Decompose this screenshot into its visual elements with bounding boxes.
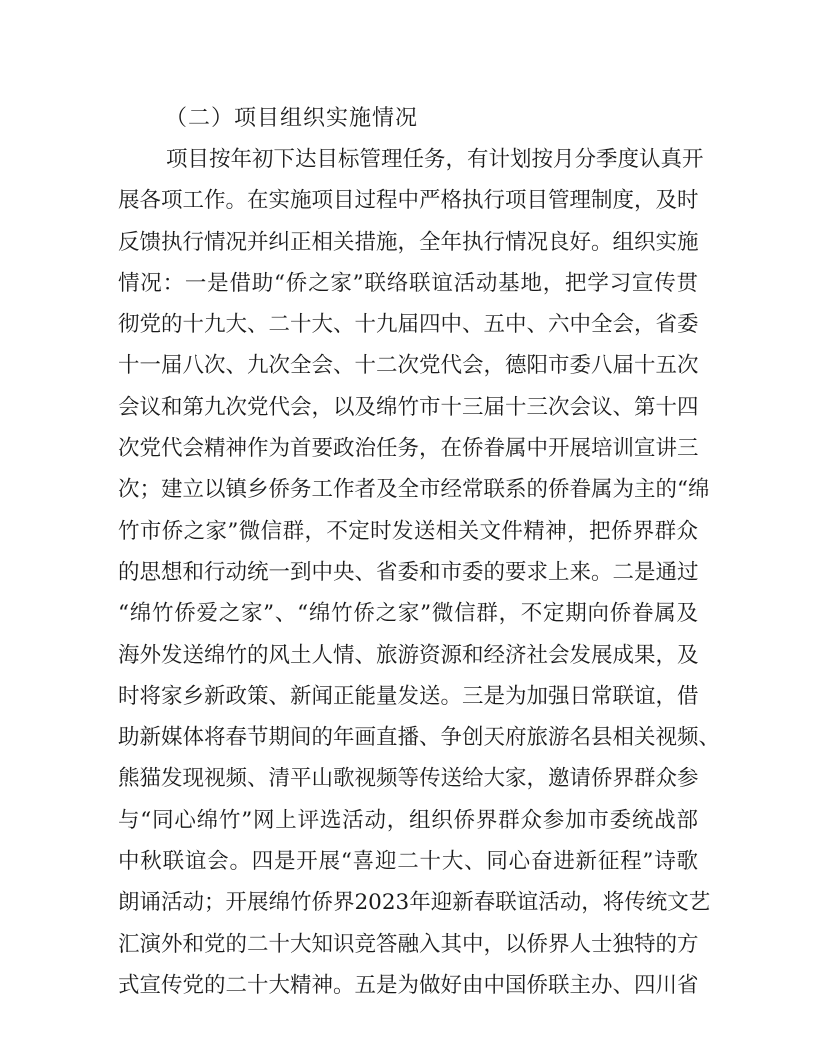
- paragraph-line: 情况：一是借助“侨之家”联络联谊活动基地，把学习宣传贯: [118, 270, 698, 296]
- paragraph-line: 朗诵活动；开展绵竹侨界2023年迎新春联谊活动，将传统文艺: [118, 890, 711, 916]
- paragraph-line: 的思想和行动统一到中央、省委和市委的要求上来。二是通过: [118, 559, 699, 585]
- paragraph-line: 式宣传党的二十大精神。五是为做好由中国侨联主办、四川省: [118, 972, 699, 998]
- paragraph-line: 竹市侨之家”微信群，不定时发送相关文件精神，把侨界群众: [118, 518, 698, 544]
- paragraph-line: 时将家乡新政策、新闻正能量发送。三是为加强日常联谊，借: [118, 683, 699, 709]
- paragraph-line: 会议和第九次党代会，以及绵竹市十三届十三次会议、第十四: [118, 394, 699, 420]
- paragraph-line: 次；建立以镇乡侨务工作者及全市经常联系的侨眷属为主的“绵: [118, 477, 710, 503]
- paragraph-line: 助新媒体将春节期间的年画直播、争创天府旅游名县相关视频、: [118, 725, 721, 751]
- paragraph-line: 项目按年初下达目标管理任务，有计划按月分季度认真开: [166, 147, 704, 172]
- paragraph-line: 中秋联谊会。四是开展“喜迎二十大、同心奋进新征程”诗歌: [118, 849, 698, 875]
- paragraph-line: 汇演外和党的二十大知识竞答融入其中，以侨界人士独特的方: [118, 931, 699, 957]
- paragraph-line: 展各项工作。在实施项目过程中严格执行项目管理制度，及时: [118, 188, 699, 214]
- paragraph-line: 十一届八次、九次全会、十二次党代会，德阳市委八届十五次: [118, 353, 699, 379]
- paragraph-line: 与“同心绵竹”网上评选活动，组织侨界群众参加市委统战部: [118, 807, 698, 833]
- paragraph-line: 熊猫发现视频、清平山歌视频等传送给大家，邀请侨界群众参: [118, 766, 699, 792]
- paragraph-line: 彻党的十九大、二十大、十九届四中、五中、六中全会，省委: [118, 312, 699, 338]
- paragraph-line: 反馈执行情况并纠正相关措施，全年执行情况良好。组织实施: [118, 229, 699, 255]
- paragraph-line: 海外发送绵竹的风土人情、旅游资源和经济社会发展成果，及: [118, 642, 699, 668]
- paragraph-line: 次党代会精神作为首要政治任务，在侨眷属中开展培训宣讲三: [118, 436, 699, 462]
- section-heading: （二）项目组织实施情况: [165, 106, 419, 131]
- body-paragraph: [118, 139, 721, 1006]
- paragraph-line: “绵竹侨爱之家”、“绵竹侨之家”微信群，不定期向侨眷属及: [118, 601, 698, 627]
